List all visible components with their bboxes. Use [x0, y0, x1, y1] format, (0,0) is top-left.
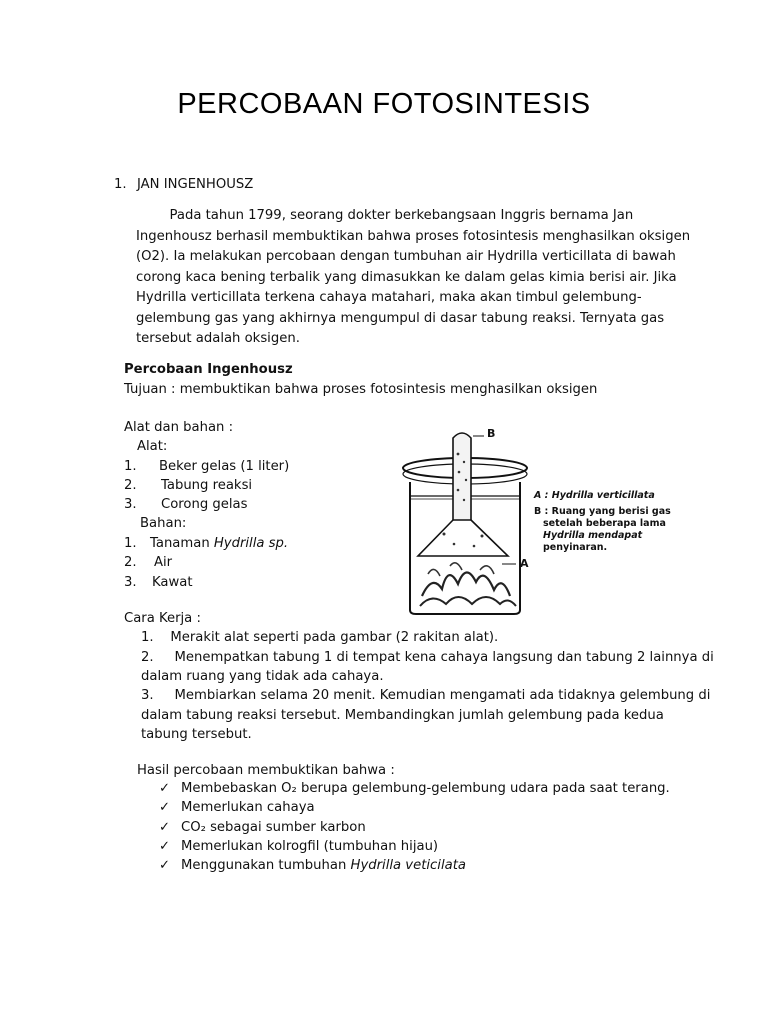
ingredients-heading: Bahan: [140, 516, 187, 531]
tool-item: Corong gelas [161, 497, 248, 512]
procedure-step: 1. Merakit alat seperti pada gambar (2 rakitan alat). [141, 630, 499, 645]
procedure-step: tabung tersebut. [141, 727, 252, 742]
ingredient-item: Air [154, 555, 173, 570]
ingredient-number: 1. [124, 536, 137, 551]
ingredient-number: 2. [124, 555, 137, 570]
result-item [159, 837, 438, 857]
paragraph-line: Hydrilla verticillata terkena cahaya matahari, maka akan timbul gelembung- [136, 290, 642, 305]
procedure-step: 2. Menempatkan tabung 1 di tempat kena cahaya langsung dan tabung 2 lainnya di [141, 650, 714, 665]
paragraph-line: corong kaca bening terbalik yang dimasukkan ke dalam gelas kimia berisi air. Jika [136, 269, 677, 285]
ingredient-text: Tanaman [150, 536, 214, 551]
paragraph-line: Pada tahun 1799, seorang dokter berkebangsaan Inggris bernama Jan [136, 208, 634, 223]
results-heading: Hasil percobaan membuktikan bahwa : [137, 763, 395, 778]
paragraph-line: (O2). Ia melakukan percobaan dengan tumbuhan air Hydrilla verticillata di bawah [136, 249, 676, 264]
check-icon: ✓ [159, 839, 171, 854]
intro-paragraph [136, 206, 696, 350]
result-text: Membebaskan O₂ berupa gelembung-gelembung udara pada saat terang. [181, 781, 670, 796]
check-icon: ✓ [159, 858, 171, 873]
figure-legend-b: Hydrilla mendapat [543, 530, 643, 541]
result-text: Menggunakan tumbuhan [181, 858, 351, 873]
experiment-title: Percobaan Ingenhousz [124, 362, 293, 377]
result-item [159, 856, 466, 876]
tool-item: Tabung reaksi [161, 478, 253, 493]
figure-legend-b: B : Ruang yang berisi gas [534, 506, 671, 517]
check-icon: ✓ [159, 820, 171, 835]
paragraph-line: tersebut adalah oksigen. [136, 331, 300, 346]
result-item [159, 818, 366, 838]
tool-item: Beker gelas (1 liter) [159, 459, 290, 474]
tool-number: 2. [124, 478, 137, 493]
figure-legend-a: A : Hydrilla verticillata [534, 490, 655, 501]
paragraph-line: gelembung gas yang akhirnya mengumpul di dasar tabung reaksi. Ternyata gas [136, 310, 665, 326]
tool-number: 3. [124, 497, 137, 512]
procedure-step: dalam ruang yang tidak ada cahaya. [141, 669, 384, 684]
ingredient-item: Kawat [152, 575, 193, 590]
section-heading: JAN INGENHOUSZ [137, 177, 254, 192]
figure-legend-b: setelah beberapa lama [543, 518, 666, 529]
figure-legend-b: penyinaran. [543, 542, 608, 553]
ingredient-item [150, 534, 288, 554]
procedure-heading: Cara Kerja : [124, 611, 201, 626]
result-text: Memerlukan cahaya [181, 800, 315, 815]
section-number: 1. [114, 177, 127, 192]
figure-label-b: B [487, 427, 496, 440]
check-icon: ✓ [159, 800, 171, 815]
figure-label-a: A [520, 557, 529, 570]
check-icon: ✓ [159, 781, 171, 796]
page-title: PERCOBAAN FOTOSINTESIS [177, 88, 591, 120]
tools-heading: Alat: [137, 439, 168, 454]
procedure-step: 3. Membiarkan selama 20 menit. Kemudian mengamati ada tidaknya gelembung di [141, 688, 711, 703]
procedure-step: dalam tabung reaksi tersebut. Membandingkan jumlah gelembung pada kedua [141, 708, 664, 723]
apparatus-figure [392, 424, 671, 616]
paragraph-line: Ingenhousz berhasil membuktikan bahwa proses fotosintesis menghasilkan oksigen [136, 228, 691, 244]
result-item [159, 779, 670, 799]
result-italic: Hydrilla veticilata [350, 858, 466, 873]
ingredient-italic: Hydrilla sp. [213, 536, 289, 551]
materials-heading: Alat dan bahan : [124, 420, 234, 435]
result-item [159, 798, 315, 818]
result-text: CO₂ sebagai sumber karbon [181, 820, 366, 835]
ingredient-number: 3. [124, 575, 137, 590]
tool-number: 1. [124, 459, 137, 474]
result-text: Memerlukan kolrogfil (tumbuhan hijau) [181, 839, 439, 854]
experiment-goal: Tujuan : membuktikan bahwa proses fotosintesis menghasilkan oksigen [124, 382, 598, 397]
